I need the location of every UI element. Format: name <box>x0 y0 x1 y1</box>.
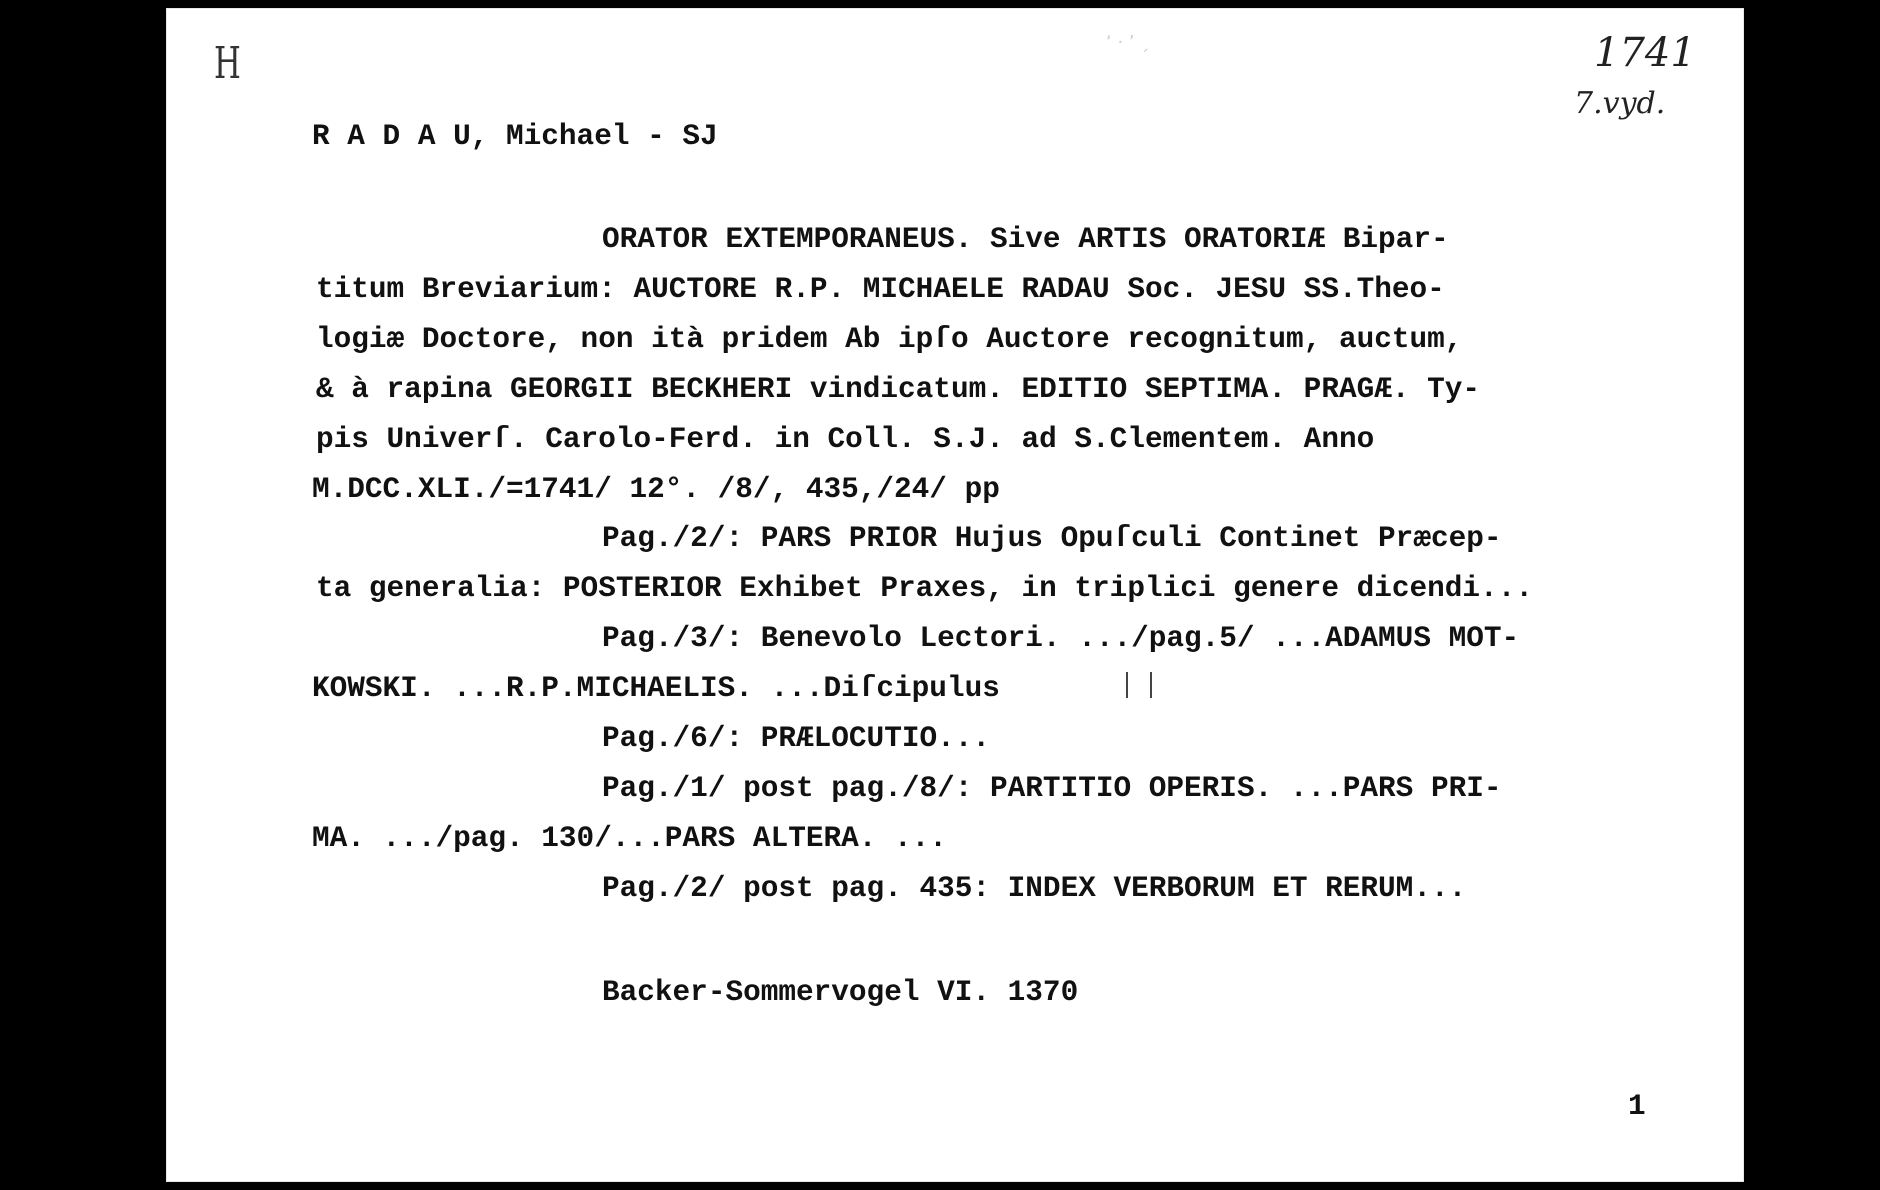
text-line-2: titum Breviarium: AUCTORE R.P. MICHAELE RADAU Soc. JESU SS.Theo- <box>316 273 1445 306</box>
handwritten-corner-letter: H <box>214 38 241 89</box>
text-line-10: KOWSKI. ...R.P.MICHAELIS. ...Diſcipulus <box>312 672 1000 705</box>
text-line-7: Pag./2/: PARS PRIOR Hujus Opuſculi Continet Præcep- <box>602 522 1502 555</box>
page-number: 1 <box>1628 1090 1646 1123</box>
text-line-14: Pag./2/ post pag. 435: INDEX VERBORUM ET RERUM... <box>602 872 1467 905</box>
text-line-3: logiæ Doctore, non ità pridem Ab ipſo Auctore recognitum, auctum, <box>316 323 1463 356</box>
text-line-4: & à rapina GEORGII BECKHERI vindicatum. EDITIO SEPTIMA. PRAGÆ. Ty- <box>316 373 1481 406</box>
text-line-11: Pag./6/: PRÆLOCUTIO... <box>602 722 991 755</box>
text-line-12: Pag./1/ post pag./8/: PARTITIO OPERIS. ...PARS PRI- <box>602 772 1502 805</box>
catalog-card <box>166 8 1744 1182</box>
text-line-6: M.DCC.XLI./=1741/ 12°. /8/, 435,/24/ pp <box>312 473 1000 506</box>
bracket-mark <box>1126 672 1152 698</box>
text-line-9: Pag./3/: Benevolo Lectori. .../pag.5/ ...ADAMUS MOT- <box>602 622 1520 655</box>
reference-line: Backer-Sommervogel VI. 1370 <box>602 976 1079 1009</box>
text-line-8: ta generalia: POSTERIOR Exhibet Praxes, in triplici genere dicendi... <box>316 572 1533 605</box>
ink-smudge: ‘ · ’ ˏ <box>1106 32 1150 53</box>
handwritten-year: 1741 <box>1594 30 1696 76</box>
author-heading: R A D A U, Michael - SJ <box>312 120 718 153</box>
text-line-1: ORATOR EXTEMPORANEUS. Sive ARTIS ORATORIÆ Bipar- <box>602 223 1449 256</box>
handwritten-edition: 7.vyd. <box>1574 86 1666 121</box>
text-line-5: pis Univerſ. Carolo-Ferd. in Coll. S.J. ad S.Clementem. Anno <box>316 423 1375 456</box>
text-line-13: MA. .../pag. 130/...PARS ALTERA. ... <box>312 822 947 855</box>
